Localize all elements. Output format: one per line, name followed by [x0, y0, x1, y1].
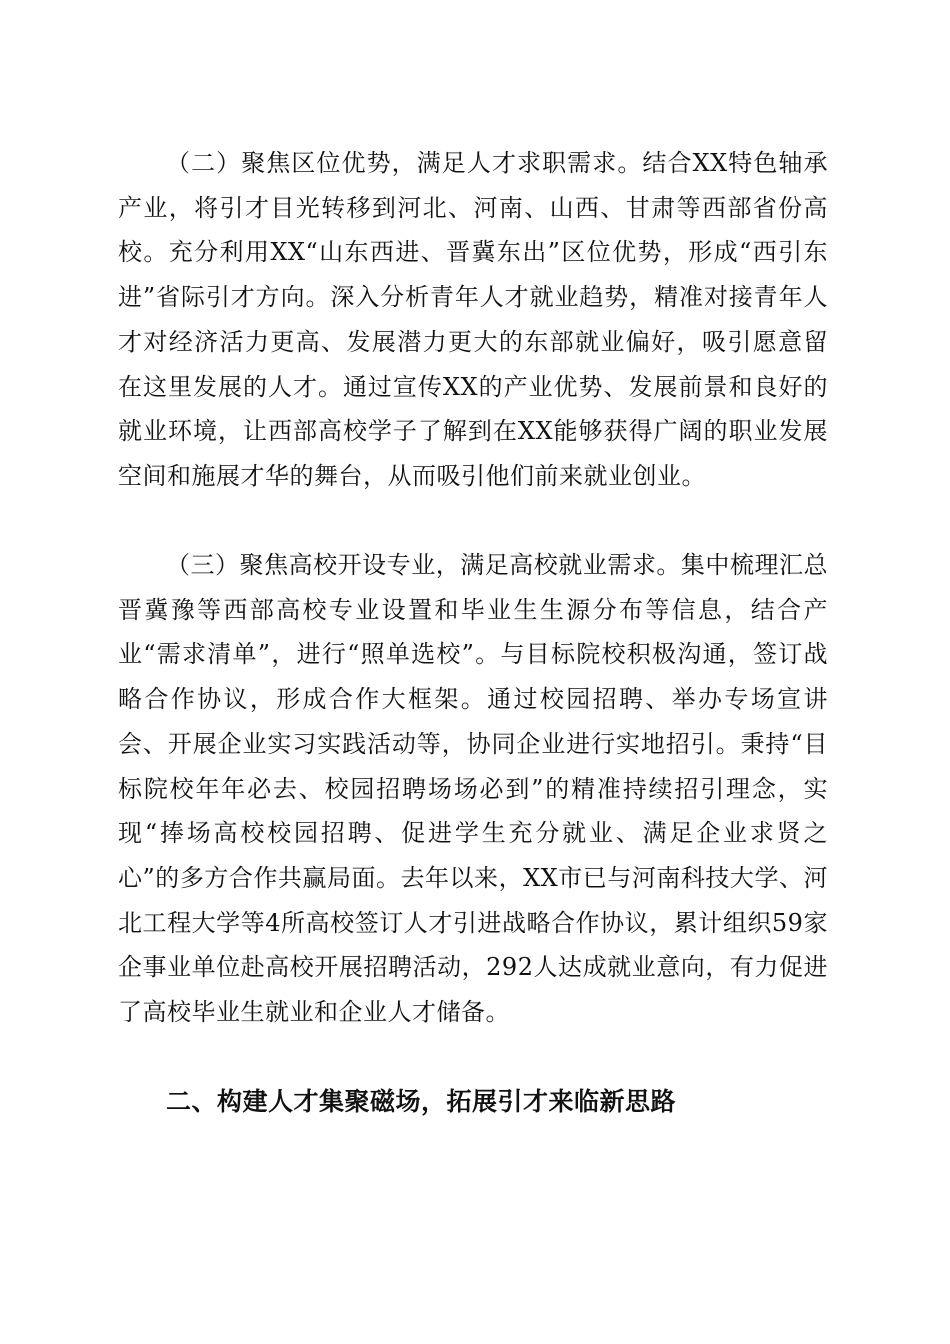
paragraph-body: 结合XX特色轴承产业，将引才目光转移到河北、河南、山西、甘肃等西部省份高校。充分利用XX“山东西进、晋冀东出”区位优势，形成“西引东进”省际引才方向。深入分析青年人才就业趋势，精准对接青年人才对经济活力更高、发展潜力更大的东部就业偏好，吸引愿意留在这里发展的人才。通过宣传XX的产业优势、发展前景和良好的就业环境，让西部高校学子了解到在XX能够获得广阔的职业发展空间和施展才华的舞台，从而吸引他们前来就业创业。	[118, 149, 829, 490]
paragraph-body: 集中梳理汇总晋冀豫等西部高校专业设置和毕业生生源分布等信息，结合产业“需求清单”，进行“照单选校”。与目标院校积极沟通，签订战略合作协议，形成合作大框架。通过校园招聘、举办专场宣讲会、开展企业实习实践活动等，协同企业进行实地招引。秉持“目标院校年年必去、校园招聘场场必到”的精准持续招引理念，实现“捧场高校校园招聘、促进学生充分就业、满足企业求贤之心”的多方合作共赢局面。去年以来，XX市已与河南科技大学、河北工程大学等4所高校签订人才引进战略合作协议，累计组织59家企事业单位赴高校开展招聘活动，292人达成就业意向，有力促进了高校毕业生就业和企业人才储备。	[118, 551, 829, 1027]
paragraph-university-majors	[118, 543, 828, 1035]
section-heading: 二、构建人才集聚磁场，拓展引才来临新思路	[166, 1087, 677, 1116]
paragraph-lead: （二）聚焦区位优势，满足人才求职需求。	[166, 149, 643, 177]
paragraph-location-advantage	[118, 141, 828, 499]
paragraph-lead: （三）聚焦高校开设专业，满足高校就业需求。	[166, 551, 681, 579]
